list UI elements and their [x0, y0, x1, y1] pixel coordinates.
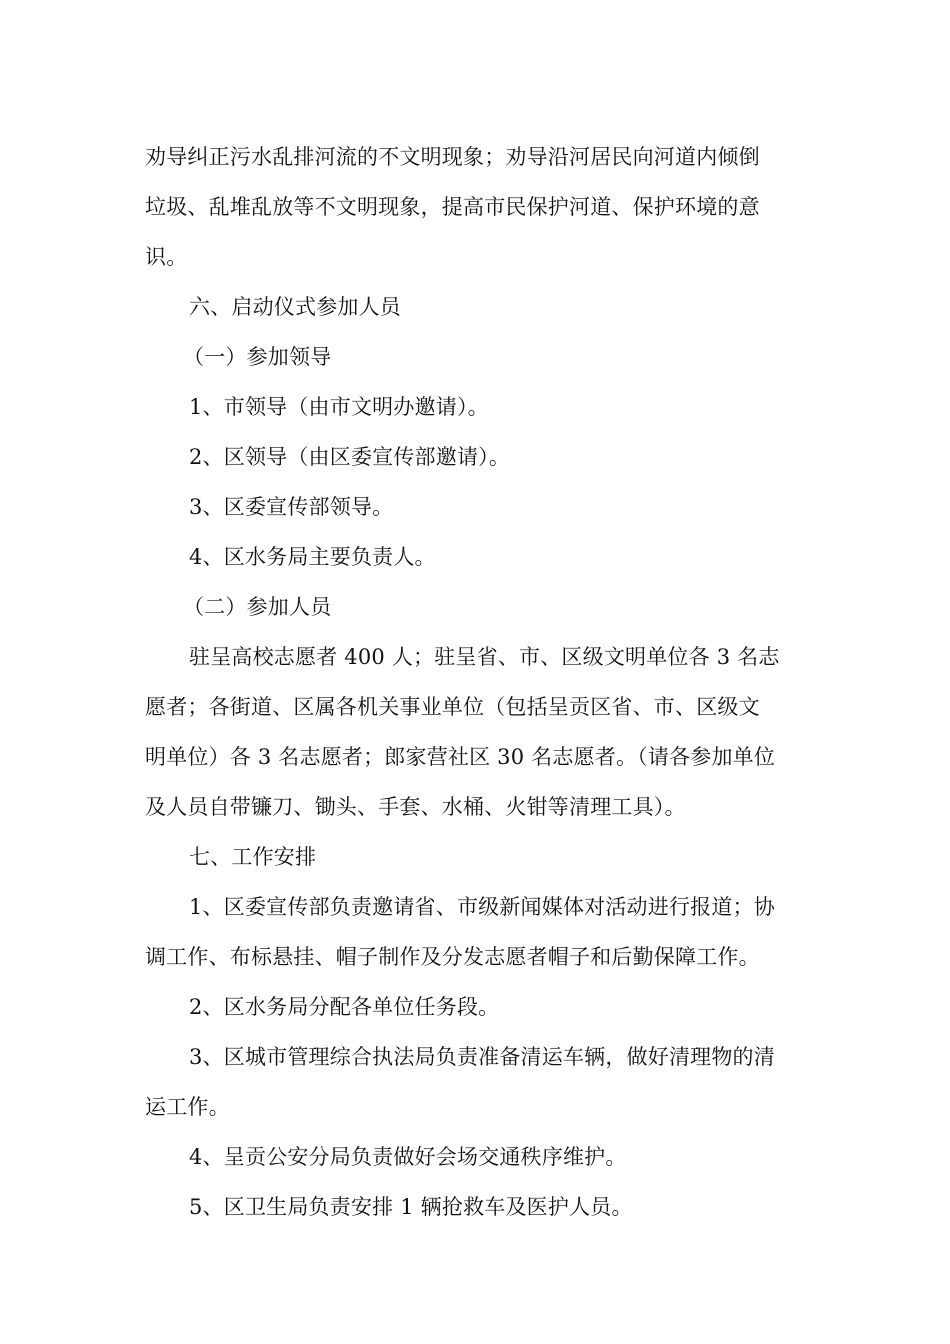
- paragraph-line: 调工作、布标悬挂、帽子制作及分发志愿者帽子和后勤保障工作。: [145, 945, 760, 969]
- list-item: 3、区委宣传部领导。: [189, 495, 394, 519]
- paragraph-line: 驻呈高校志愿者 400 人；驻呈省、市、区级文明单位各 3 名志: [189, 645, 780, 669]
- list-item: 1、区委宣传部负责邀请省、市级新闻媒体对活动进行报道；协: [189, 895, 775, 919]
- list-item: 4、区水务局主要负责人。: [189, 545, 436, 569]
- list-item: 1、市领导（由市文明办邀请）。: [189, 395, 489, 419]
- paragraph-line: 明单位）各 3 名志愿者；郎家营社区 30 名志愿者。（请各参加单位: [145, 745, 776, 769]
- paragraph-line: 愿者；各街道、区属各机关事业单位（包括呈贡区省、市、区级文: [145, 695, 760, 719]
- paragraph-line: 垃圾、乱堆乱放等不文明现象，提高市民保护河道、保护环境的意: [145, 195, 760, 219]
- section-heading: 六、启动仪式参加人员: [189, 295, 401, 319]
- paragraph-line: 及人员自带镰刀、锄头、手套、水桶、火钳等清理工具）。: [145, 795, 686, 819]
- paragraph-line: 识。: [145, 245, 188, 269]
- list-item: 2、区领导（由区委宣传部邀请）。: [189, 445, 511, 469]
- list-item: 4、呈贡公安分局负责做好会场交通秩序维护。: [189, 1145, 627, 1169]
- list-item: 5、区卫生局负责安排 1 辆抢救车及医护人员。: [189, 1195, 633, 1219]
- document-page: [145, 132, 807, 1232]
- list-item: 2、区水务局分配各单位任务段。: [189, 995, 500, 1019]
- section-heading: 七、工作安排: [189, 845, 317, 869]
- list-item: 3、区城市管理综合执法局负责准备清运车辆，做好清理物的清: [189, 1045, 775, 1069]
- subsection-heading: （一）参加领导: [183, 345, 332, 369]
- paragraph-line: 运工作。: [145, 1095, 230, 1119]
- subsection-heading: （二）参加人员: [183, 595, 332, 619]
- paragraph-line: 劝导纠正污水乱排河流的不文明现象；劝导沿河居民向河道内倾倒: [145, 145, 760, 169]
